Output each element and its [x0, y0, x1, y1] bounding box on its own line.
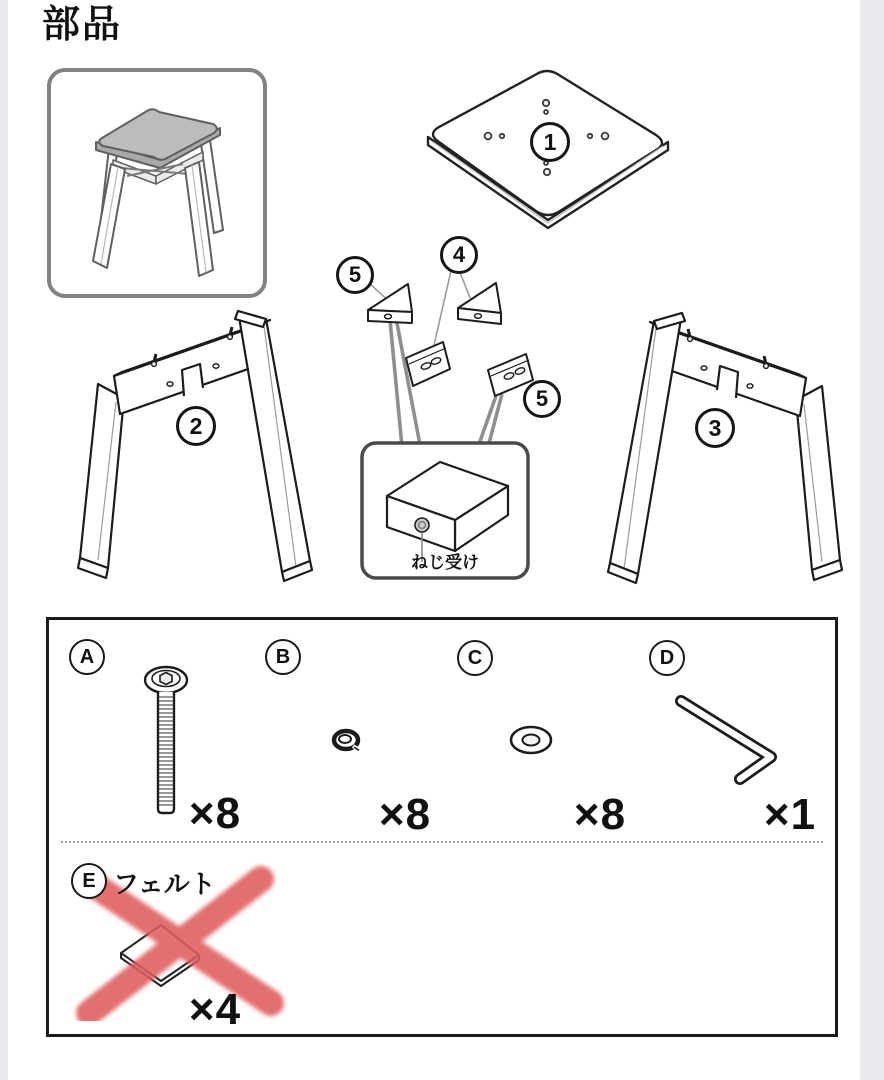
flat-washer-count: ×8	[573, 790, 627, 839]
hardware-panel	[46, 617, 838, 1037]
leg-frame-right-diagram	[600, 310, 850, 600]
hex-key-count: ×1	[763, 790, 817, 839]
right-margin-strip	[860, 0, 884, 1080]
felt-label: フェルト	[113, 869, 216, 899]
leg-frame-left-diagram	[70, 308, 320, 598]
flat-washer-icon	[507, 723, 555, 757]
hardware-d-badge: D	[649, 640, 685, 676]
hardware-divider	[61, 841, 823, 843]
spring-washer-icon	[327, 722, 365, 758]
leader-lines	[390, 318, 502, 447]
hardware-c-badge: C	[457, 640, 493, 676]
assembled-stool-box	[47, 68, 267, 298]
hardware-a-badge: A	[69, 639, 105, 675]
stool-illustration-icon	[51, 72, 263, 294]
screw-receiver-label: ねじ受け	[411, 553, 479, 572]
bolt-count: ×8	[188, 789, 242, 838]
part-5-badge-right: 5	[523, 380, 561, 418]
part-3-badge: 3	[695, 408, 735, 448]
spring-washer-count: ×8	[378, 790, 432, 839]
part-5-badge-left: 5	[336, 256, 374, 294]
left-margin-strip	[0, 0, 8, 1080]
page-title: 部品	[42, 4, 123, 46]
screw-receiver-nut	[415, 518, 429, 532]
bracket-callout-diagram	[330, 238, 560, 600]
part-2-badge: 2	[176, 406, 216, 446]
part-4-badge: 4	[440, 236, 478, 274]
part-1-badge: 1	[530, 122, 570, 162]
hex-key-icon	[671, 691, 781, 786]
felt-count: ×4	[188, 985, 242, 1034]
hardware-b-badge: B	[265, 639, 301, 675]
hardware-e-badge: E	[71, 863, 107, 899]
